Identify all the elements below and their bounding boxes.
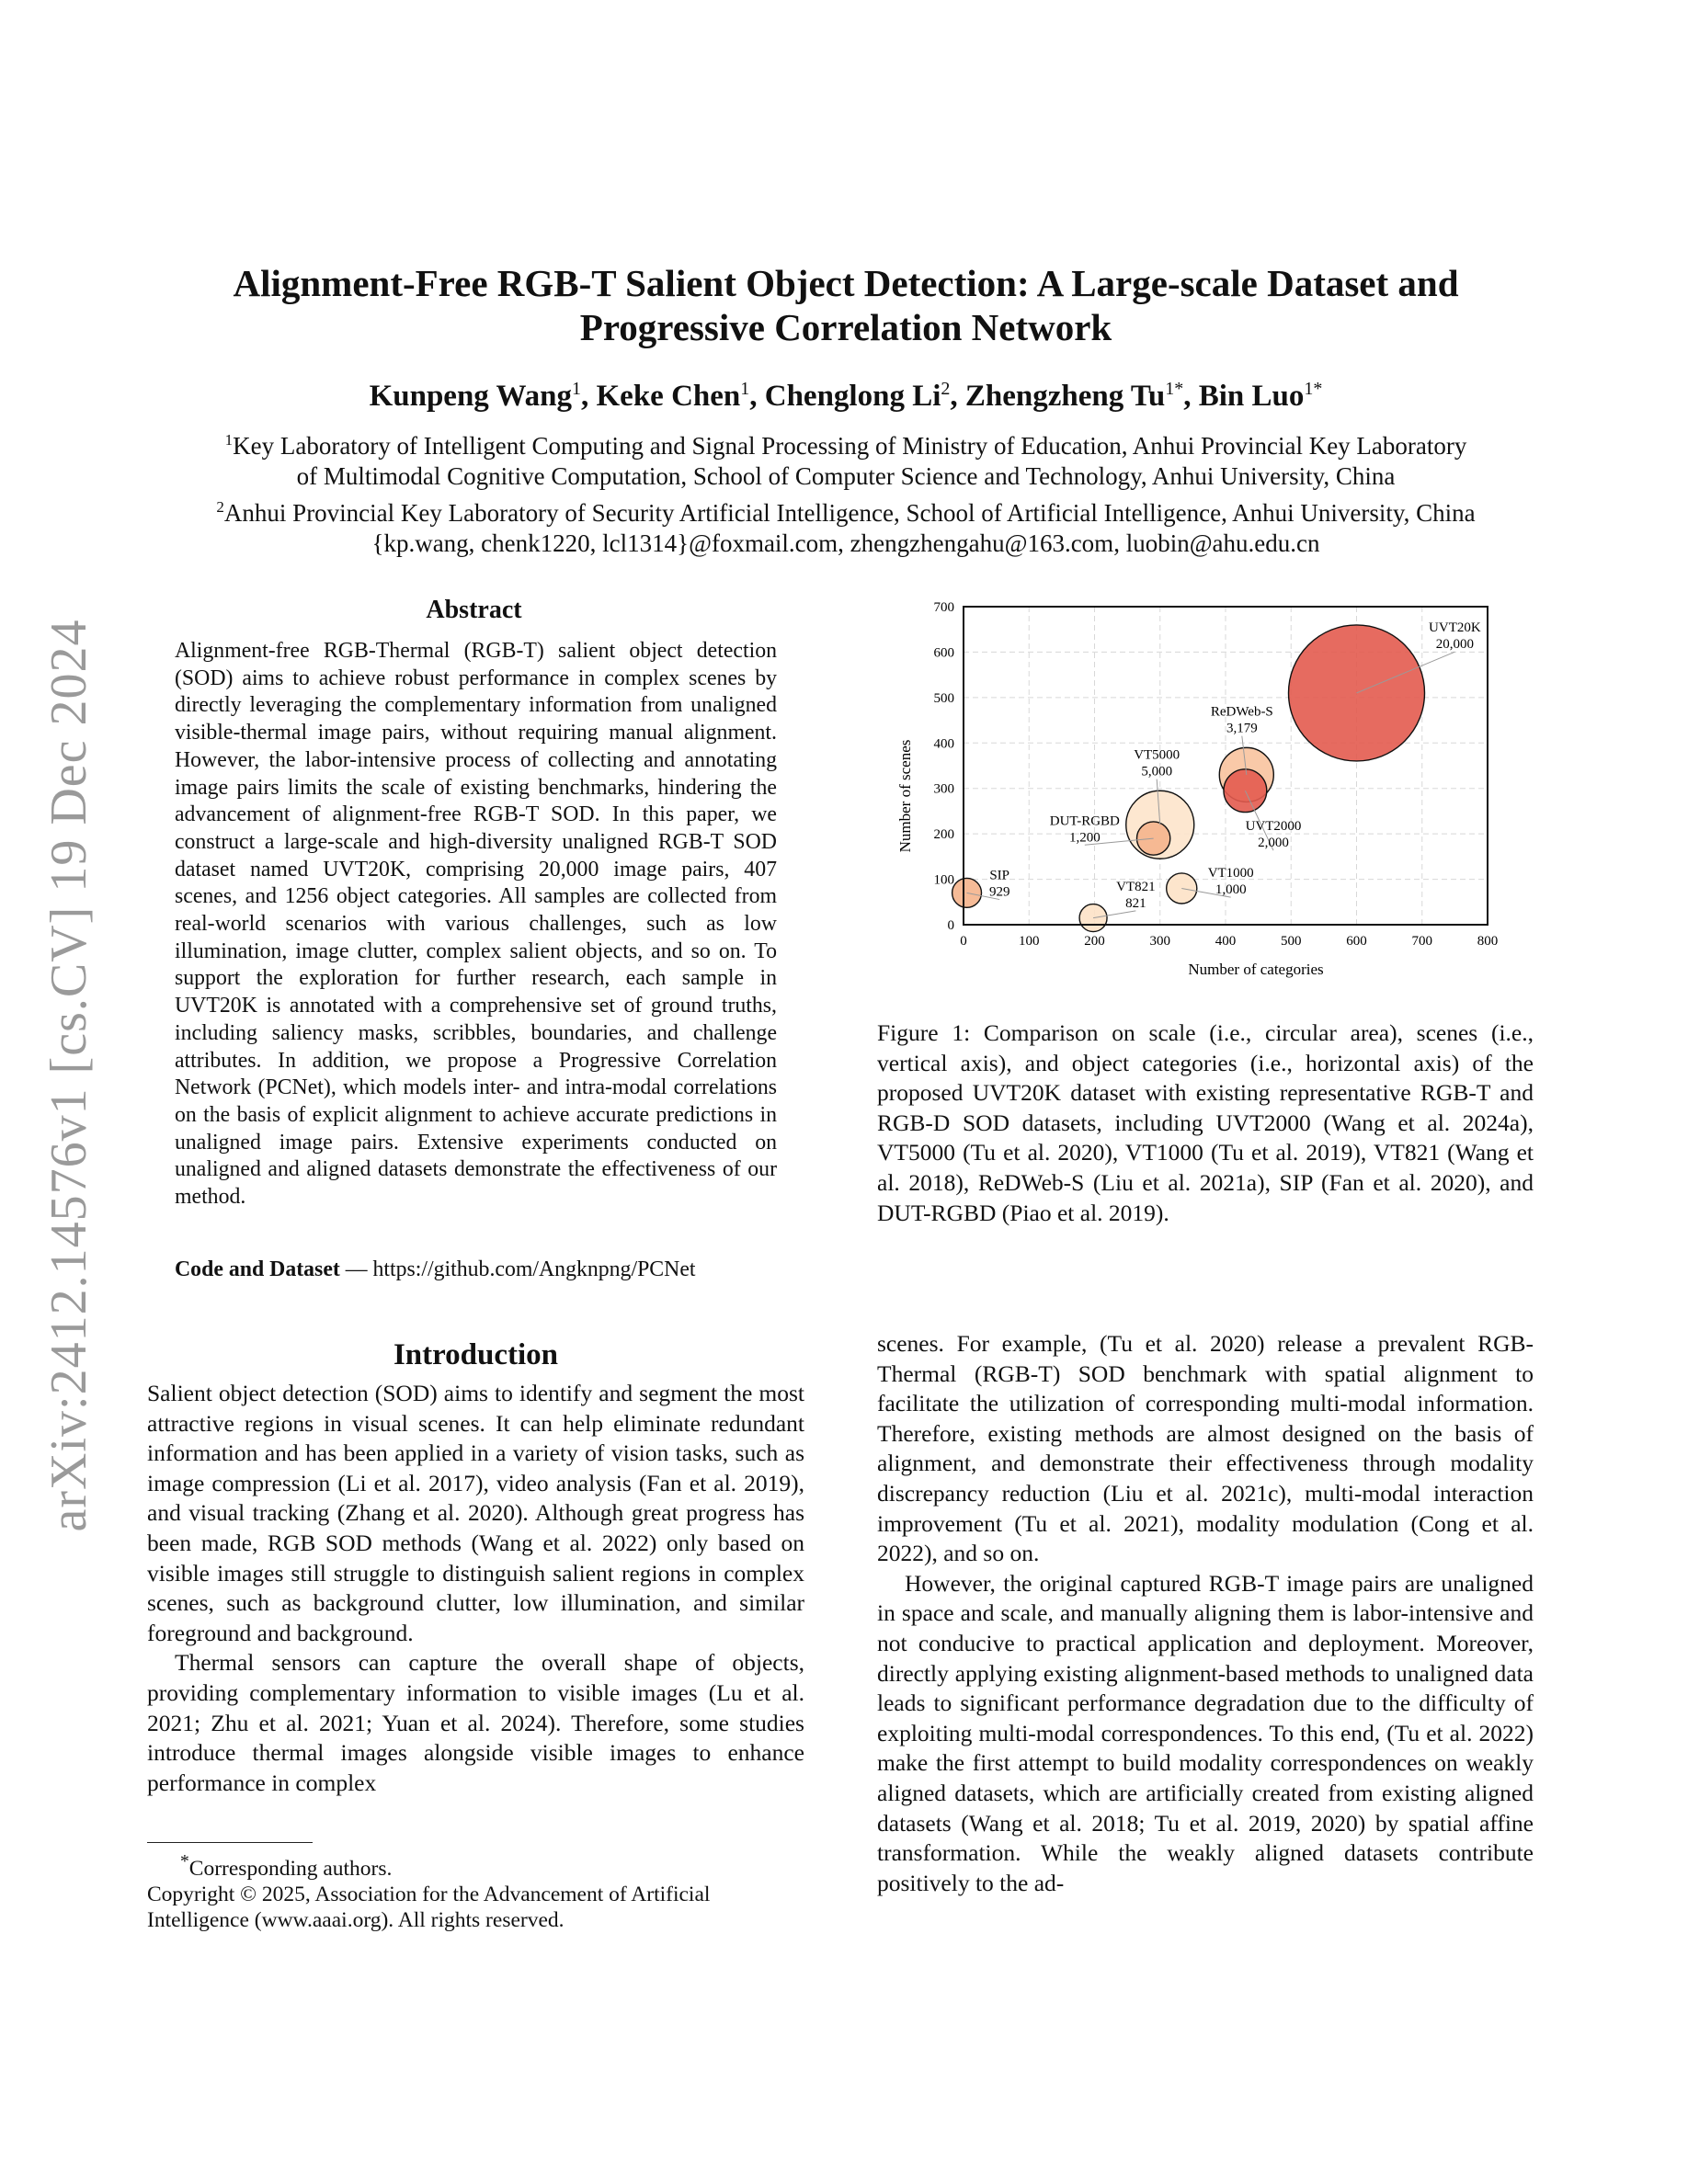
figure-1-bubble-chart bbox=[890, 596, 1534, 982]
author-affiliation-mark: 1* bbox=[1304, 379, 1323, 399]
y-tick-label: 100 bbox=[933, 872, 954, 888]
bubble-label-size: 1,200 bbox=[1068, 830, 1101, 846]
arxiv-identifier-stamp bbox=[28, 570, 110, 1581]
author-name: Keke Chen bbox=[596, 380, 741, 413]
x-tick-label: 800 bbox=[1477, 934, 1499, 949]
figure-1-caption: Figure 1: Comparison on scale (i.e., circular area), scenes (i.e., vertical axis), and object categories (i.e., horizontal axis) of the proposed UVT20K dataset with existing representative RGB-T and RGB-D SOD datasets, including UVT2000 (Wang et al. 2024a), VT5000 (Tu et al. 2020), VT1000 (Tu et al. 2019), VT821 (Wang et al. 2018), ReDWeb-S (Liu et al. 2021a), SIP (Fan et al. 2020), and DUT-RGBD (Piao et al. 2019). bbox=[877, 1019, 1534, 1226]
code-label: Code and Dataset bbox=[175, 1257, 340, 1281]
x-tick-label: 300 bbox=[1149, 934, 1170, 949]
author-emails: {kp.wang, chenk1220, lcl1314}@foxmail.com, zhengzhengahu@163.com, luobin@ahu.edu.cn bbox=[371, 529, 1320, 557]
bubble-label-size: 929 bbox=[988, 884, 1010, 900]
bubble-label-name: VT1000 bbox=[1207, 866, 1254, 882]
x-tick-label: 0 bbox=[960, 934, 967, 949]
x-tick-label: 500 bbox=[1281, 934, 1302, 949]
bubble-label-size: 1,000 bbox=[1215, 882, 1247, 898]
intro-paragraph-2: Thermal sensors can capture the overall shape of objects, providing complementary information to visible images (Lu et al. 2021; Zhu et al. 2021; Yuan et al. 2024). Therefore, some studies introduce thermal images alongside visible images to enhance performance in complex bbox=[147, 1649, 804, 1796]
y-tick-label: 500 bbox=[933, 690, 954, 706]
bubble-sip bbox=[952, 878, 982, 907]
author-affiliation-mark: 1 bbox=[572, 379, 581, 399]
right-paragraph-1: scenes. For example, (Tu et al. 2020) release a prevalent RGB-Thermal (RGB-T) SOD benchmark with spatial alignment to facilitate the utilization of corresponding multi-modal information. Therefore, existing methods are almost designed on the basis of alignment, and demonstrate their effectiveness through modality discrepancy reduction (Liu et al. 2021c), multi-modal interaction improvement (Tu et al. 2021), modality modulation (Cong et al. 2022), and so on. bbox=[877, 1330, 1534, 1567]
author-name: Bin Luo bbox=[1198, 380, 1305, 413]
author-name: Kunpeng Wang bbox=[369, 380, 572, 413]
bubble-label-name: VT5000 bbox=[1134, 747, 1180, 763]
y-tick-label: 200 bbox=[933, 827, 954, 843]
y-tick-label: 700 bbox=[933, 600, 954, 615]
bubble-uvt2000 bbox=[1224, 769, 1267, 813]
x-tick-label: 200 bbox=[1084, 934, 1105, 949]
arxiv-stamp-text: arXiv:2412.14576v1 [cs.CV] 19 Dec 2024 bbox=[40, 619, 97, 1532]
bubble-vt1000 bbox=[1167, 873, 1197, 904]
affiliations bbox=[138, 425, 1554, 559]
bubble-label-name: VT821 bbox=[1116, 879, 1156, 894]
chart-x-axis-label: Number of categories bbox=[1188, 961, 1324, 978]
author-affiliation-mark: 1* bbox=[1165, 379, 1184, 399]
bubble-dut-rgbd bbox=[1136, 822, 1169, 855]
chart-bubbles bbox=[952, 625, 1425, 932]
right-column-body bbox=[877, 1329, 1534, 1898]
corresponding-authors-note: Corresponding authors. bbox=[188, 1856, 393, 1881]
introduction-heading: Introduction bbox=[393, 1338, 559, 1371]
bubble-label-size: 20,000 bbox=[1435, 637, 1474, 653]
footnote bbox=[147, 1849, 804, 1933]
affiliation-mark: 1 bbox=[224, 431, 234, 449]
affiliation-2: Anhui Provincial Key Laboratory of Security Artificial Intelligence, School of Artificial Intelligence, Anhui University, China bbox=[223, 499, 1476, 527]
code-url-link[interactable]: https://github.com/Angknpng/PCNet bbox=[372, 1257, 696, 1281]
bubble-vt821 bbox=[1079, 904, 1107, 932]
code-and-dataset-line bbox=[175, 1257, 777, 1282]
author-affiliation-mark: 1 bbox=[740, 379, 750, 399]
bubble-label-size: 3,179 bbox=[1226, 721, 1258, 736]
code-separator: — bbox=[339, 1257, 373, 1281]
bubble-label-name: SIP bbox=[989, 868, 1010, 883]
footnote-mark: * bbox=[180, 1852, 189, 1871]
title-line-1: Alignment-Free RGB-T Salient Object Detection: A Large-scale Dataset and bbox=[233, 262, 1459, 304]
author-affiliation-mark: 2 bbox=[941, 379, 951, 399]
x-tick-label: 400 bbox=[1215, 934, 1237, 949]
bubble-label-name: UVT20K bbox=[1429, 620, 1481, 636]
bubble-label-name: UVT2000 bbox=[1245, 819, 1302, 835]
title-line-2: Progressive Correlation Network bbox=[579, 306, 1112, 348]
affiliation-1-line-2: of Multimodal Cognitive Computation, School of Computer Science and Technology, Anhui University, China bbox=[296, 462, 1396, 490]
bubble-label-size: 821 bbox=[1125, 895, 1146, 911]
bubble-uvt20k bbox=[1289, 625, 1425, 761]
abstract-body: Alignment-free RGB-Thermal (RGB-T) salient object detection (SOD) aims to achieve robust performance in complex scenes by directly leveraging the complementary information from unaligned visible-thermal image pairs, without requiring manual alignment. However, the labor-intensive process of collecting and annotating image pairs limits the scale of existing benchmarks, hindering the advancement of alignment-free RGB-T SOD. In this paper, we construct a large-scale and high-diversity unaligned RGB-T SOD dataset named UVT20K, comprising 20,000 image pairs, 407 scenes, and 1256 object categories. All samples are collected from real-world scenarios with various challenges, such as low illumination, image clutter, complex salient objects, and so on. To support the exploration for further research, each sample in UVT20K is annotated with a comprehensive set of ground truths, including saliency masks, scribbles, boundaries, and challenge attributes. In addition, we propose a Progressive Correlation Network (PCNet), which models inter- and intra-modal correlations on the basis of explicit alignment to achieve accurate predictions in unaligned image pairs. Extensive experiments conducted on unaligned and aligned datasets demonstrate the effectiveness of our method. bbox=[175, 639, 777, 1210]
x-tick-label: 100 bbox=[1019, 934, 1040, 949]
bubble-label-size: 5,000 bbox=[1141, 764, 1173, 779]
bubble-label-size: 2,000 bbox=[1258, 836, 1289, 851]
chart-y-axis-label: Number of scenes bbox=[896, 739, 914, 853]
y-tick-label: 300 bbox=[933, 781, 954, 797]
y-tick-label: 600 bbox=[933, 645, 954, 661]
abstract-heading: Abstract bbox=[426, 596, 522, 624]
y-tick-label: 0 bbox=[947, 918, 954, 933]
paper-title bbox=[147, 261, 1545, 349]
introduction-body bbox=[147, 1379, 804, 1798]
right-paragraph-2: However, the original captured RGB-T image pairs are unaligned in space and scale, and manually aligning them is labor-intensive and not conducive to practical application and deployment. Moreover, directly applying existing alignment-based methods to unaligned data leads to significant performance degradation due to the difficulty of exploiting multi-modal correspondences. To this end, (Tu et al. 2022) make the first attempt to build modality correspondences on weakly aligned datasets, which are artificially created from existing aligned datasets (Wang et al. 2018; Tu et al. 2019, 2020) by spatial affine transformation. While the weakly aligned datasets contribute positively to the ad- bbox=[877, 1569, 1534, 1896]
affiliation-mark: 2 bbox=[216, 498, 224, 516]
author-list: Kunpeng Wang$^1$, Keke Chen$^1$, Chenglong Li$^2$, Zhengzheng $Tu^{1*}$, Bin Luo$^{1*}$ bbox=[369, 379, 1323, 413]
y-tick-label: 400 bbox=[933, 736, 954, 752]
author-name: Chenglong Li bbox=[764, 380, 941, 413]
affiliation-1-line-1: Key Laboratory of Intelligent Computing and Signal Processing of Ministry of Education, Anhui Provincial Key Laboratory bbox=[233, 432, 1467, 460]
author-name: Zhengzheng Tu bbox=[964, 380, 1166, 413]
copyright-note: Copyright © 2025, Association for the Advancement of Artificial Intelligence (www.aaai.org). All rights reserved. bbox=[147, 1882, 711, 1932]
bubble-label-name: DUT-RGBD bbox=[1049, 813, 1120, 829]
intro-paragraph-1: Salient object detection (SOD) aims to identify and segment the most attractive regions in visual scenes. It can help eliminate redundant information and has been applied in a variety of vision tasks, such as image compression (Li et al. 2017), video analysis (Fan et al. 2019), and visual tracking (Zhang et al. 2020). Although great progress has been made, RGB SOD methods (Wang et al. 2022) only based on visible images still struggle to distinguish salient regions in complex scenes, such as background clutter, low illumination, and similar foreground and background. bbox=[147, 1380, 804, 1646]
footnote-rule bbox=[147, 1842, 313, 1843]
x-tick-label: 700 bbox=[1411, 934, 1432, 949]
x-tick-label: 600 bbox=[1346, 934, 1367, 949]
bubble-label-name: ReDWeb-S bbox=[1210, 704, 1273, 720]
